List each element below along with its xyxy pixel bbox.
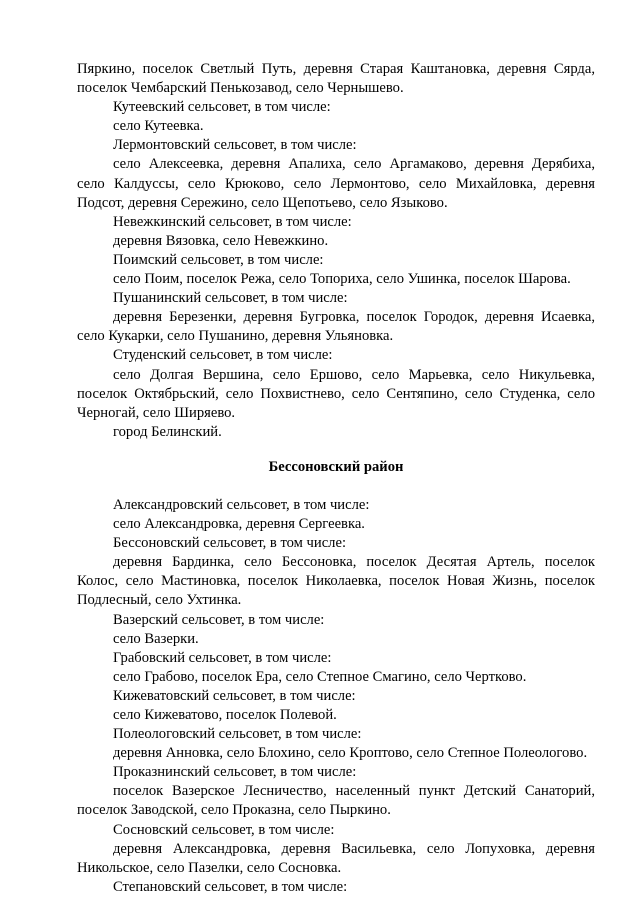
paragraph: село Вазерки. bbox=[113, 630, 199, 647]
paragraph: село Кижеватово, поселок Полевой. bbox=[113, 707, 337, 723]
paragraph: деревня Александровка, деревня Васильевка, село Лопуховка, деревня Никольское, село Пазелки, село Сосновка. bbox=[77, 840, 595, 876]
paragraph: Полеологовский сельсовет, в том числе: bbox=[113, 726, 362, 743]
paragraph: Пяркино, поселок Светлый Путь, деревня Старая Каштановка, деревня Сярда, поселок Чембарский Пенькозавод, село Чернышево. bbox=[77, 61, 595, 97]
paragraph: село Александровка, деревня Сергеевка. bbox=[113, 516, 365, 533]
paragraph: село Поим, поселок Режа, село Топориха, село Ушинка, поселок Шарова. bbox=[113, 271, 571, 288]
paragraph: Кижеватовский сельсовет, в том числе: bbox=[113, 687, 356, 704]
paragraph: деревня Вязовка, село Невежкино. bbox=[113, 232, 329, 249]
paragraph: Сосновский сельсовет, в том числе: bbox=[113, 821, 335, 838]
paragraph: село Кутеевка. bbox=[113, 118, 204, 135]
paragraph: деревня Бардинка, село Бессоновка, поселок Десятая Артель, поселок Колос, село Мастиновка, поселок Николаевка, поселок Новая Жизнь, поселок Подлесный, село Ухтинка. bbox=[77, 554, 595, 609]
paragraph: деревня Анновка, село Блохино, село Кроптово, село Степное Полеологово. bbox=[113, 745, 588, 762]
paragraph: Невежкинский сельсовет, в том числе: bbox=[113, 213, 352, 230]
paragraph: Грабовский сельсовет, в том числе: bbox=[113, 649, 332, 666]
paragraph: село Алексеевка, деревня Апалиха, село Аргамаково, деревня Дерябиха, село Калдуссы, село Крюково, село Лермонтово, село Михайловка, деревня Подсот, деревня Сережино, село Щепотьево, село Языково. bbox=[77, 156, 595, 211]
paragraph: село Грабово, поселок Ера, село Степное Смагино, село Чертково. bbox=[113, 668, 527, 685]
paragraph: Бессоновский сельсовет, в том числе: bbox=[113, 535, 346, 552]
paragraph: село Долгая Вершина, село Ершово, село Марьевка, село Никульевка, поселок Октябрьский, село Похвистнево, село Сентяпино, село Студенка, село Черногай, село Ширяево. bbox=[77, 366, 595, 421]
section-heading: Бессоновский район bbox=[268, 458, 404, 475]
paragraph: Проказнинский сельсовет, в том числе: bbox=[113, 764, 357, 781]
paragraph: Пушанинский сельсовет, в том числе: bbox=[113, 290, 348, 307]
paragraph: Степановский сельсовет, в том числе: bbox=[113, 878, 348, 895]
paragraph: Студенский сельсовет, в том числе: bbox=[113, 347, 333, 364]
paragraph: Поимский сельсовет, в том числе: bbox=[113, 251, 324, 268]
paragraph: деревня Березенки, деревня Бугровка, поселок Городок, деревня Исаевка, село Кукарки, село Пушанино, деревня Ульяновка. bbox=[77, 309, 595, 345]
paragraph: Кутеевский сельсовет, в том числе: bbox=[113, 99, 331, 116]
paragraph: поселок Вазерское Лесничество, населенный пункт Детский Санаторий, поселок Заводской, село Проказна, село Пыркино. bbox=[77, 783, 595, 819]
paragraph: город Белинский. bbox=[113, 423, 222, 440]
section-belinsky-continuation bbox=[77, 60, 595, 442]
paragraph: Александровский сельсовет, в том числе: bbox=[113, 496, 370, 513]
paragraph: Вазерский сельсовет, в том числе: bbox=[113, 611, 325, 628]
paragraph: Лермонтовский сельсовет, в том числе: bbox=[113, 137, 357, 154]
document-page bbox=[77, 60, 595, 897]
section-bessonovsky bbox=[77, 496, 595, 897]
